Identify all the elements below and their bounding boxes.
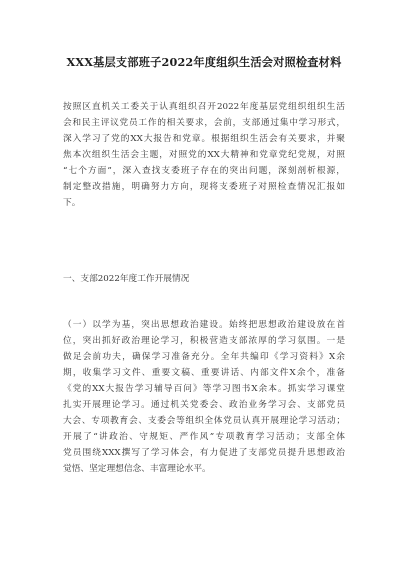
intro-paragraph [63,99,345,211]
paragraph-line: 会和民主评议党员工作的相关要求，会前，支部通过集中学习形式， [63,118,345,128]
paragraph-line: 位，突出抓好政治理论学习，积极营造支部浓厚的学习氛围。一是 [63,336,345,346]
paragraph-line: “七个方面”，深入查找支委班子存在的突出问题，深刻剖析根源， [63,166,345,176]
paragraph-line: 党员围绕XXX撰写了学习体会，有力促进了支部党员提升思想政治 [63,448,345,458]
paragraph-line: 觉悟、坚定理想信念、丰富理论水平。 [63,464,211,474]
section-heading: 一、支部2022年度工作开展情况 [63,274,190,284]
section-paragraph [63,317,345,477]
paragraph-line: 扎实开展理论学习。通过机关党委会、政治业务学习会、支部党员 [63,400,345,410]
paragraph-line: 深入学习了党的XX大报告和党章。根据组织生活会有关要求，并聚 [63,134,345,144]
paragraph-line: 按照区直机关工委关于认真组织召开2022年度基层党组织组织生活 [63,102,345,112]
paragraph-line: 《党的XX大报告学习辅导百问》等学习图书X余本。抓实学习课堂 [63,384,345,394]
paragraph-line: 大会、专项教育会、支委会等组织全体党员认真开展理论学习活动； [63,416,345,426]
paragraph-line: 期，收集学习文件、重要文稿、重要讲话、内部文件X余个，准备 [63,368,345,378]
document-title: XXX基层支部班子2022年度组织生活会对照检查材料 [66,55,342,69]
paragraph-line: （一）以学为基，突出思想政治建设。始终把思想政治建设放在首 [63,320,345,330]
paragraph-line: 制定整改措施，明确努力方向，现将支委班子对照检查情况汇报如 [63,182,345,192]
paragraph-line: 下。 [63,198,81,208]
paragraph-line: 开展了“讲政治、守规矩、严作风”专项教育学习活动；支部全体 [63,432,345,442]
paragraph-line: 焦本次组织生活会主题，对照党的XX大精神和党章党纪党规，对照 [63,150,345,160]
paragraph-line: 做足会前功夫，确保学习准备充分。全年共编印《学习资料》X余 [63,352,345,362]
